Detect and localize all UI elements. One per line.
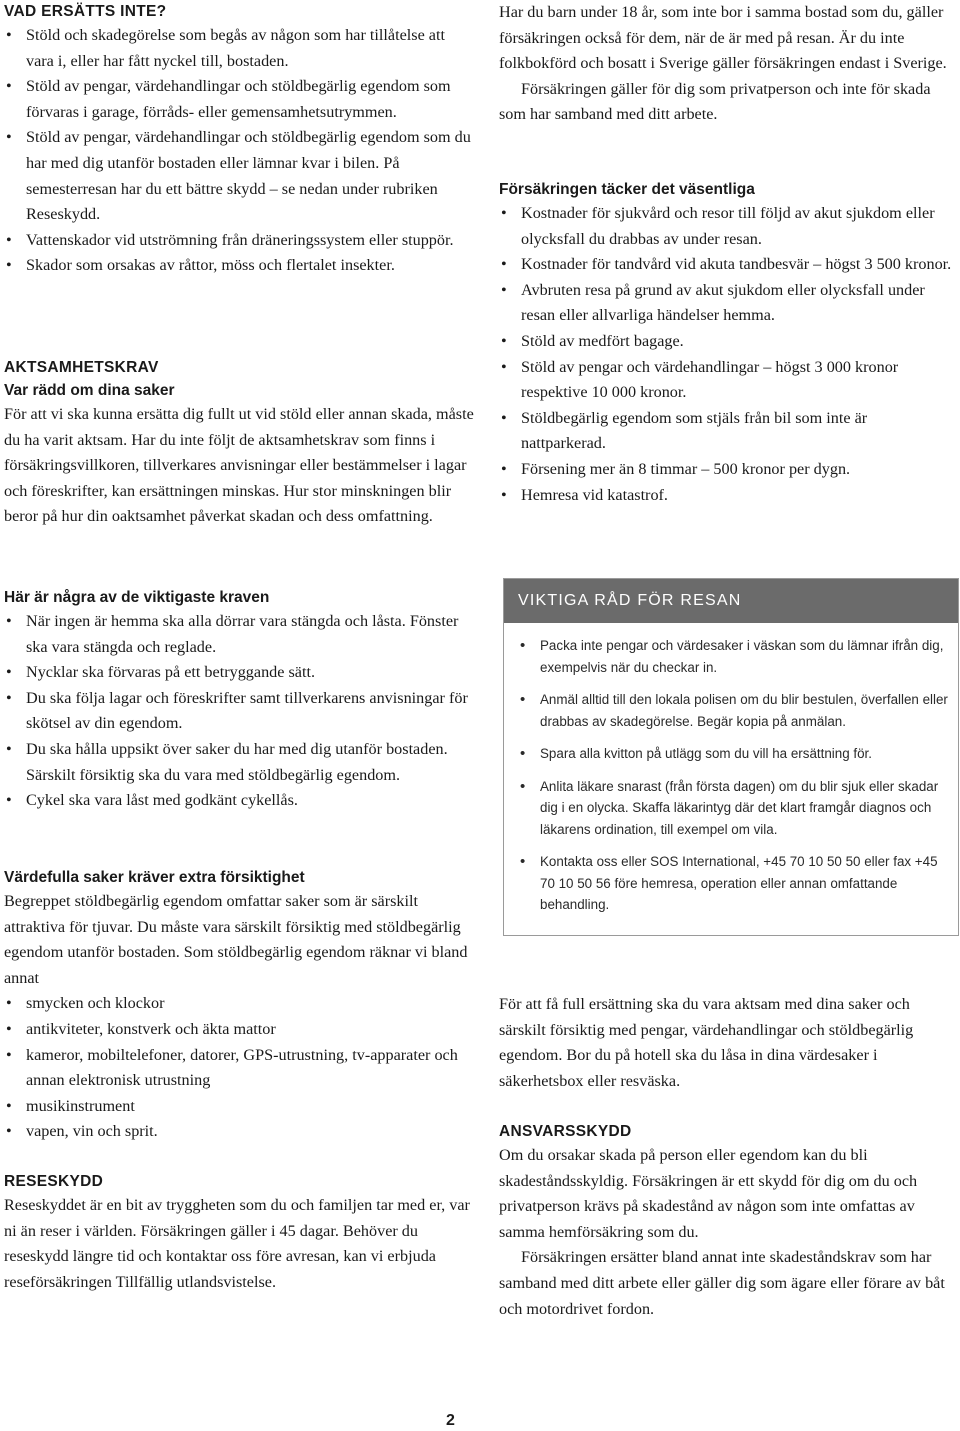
covers-list <box>499 201 954 508</box>
list-item: • kameror, mobiltelefoner, datorer, GPS-utrustning, tv-apparater och annan elektronisk utrustning <box>4 1043 474 1094</box>
list-item: • musikinstrument <box>4 1094 474 1120</box>
section-valuables <box>4 866 474 1145</box>
list-item: • Du ska hålla uppsikt över saker du har med dig utanför bostaden. Särskilt försiktig ska du vara med stöldbegärlig egendom. <box>4 737 474 788</box>
key-requirements-heading: Här är några av de viktigaste kraven <box>4 589 270 606</box>
travel-advice-box <box>503 578 959 936</box>
section-travel-protection <box>4 1170 474 1295</box>
list-item: • Stöld och skadegörelse som begås av någon som har tillåtelse att vara i, eller har fått nyckel till, bostaden. <box>4 23 474 74</box>
not-covered-heading: VAD ERSÄTTS INTE? <box>4 3 167 20</box>
list-item: • Kontakta oss eller SOS International, +45 70 10 50 50 eller fax +45 70 10 50 56 före hemresa, operation eller annan omfattande behandling. <box>518 851 950 916</box>
list-item: • Skador som orsakas av råttor, möss och flertalet insekter. <box>4 253 474 279</box>
section-intro <box>499 0 954 128</box>
list-item: • Försening mer än 8 timmar – 500 kronor per dygn. <box>499 457 954 483</box>
section-after-box <box>499 992 954 1094</box>
key-requirements-list <box>4 609 474 814</box>
list-item: • Stöld av medfört bagage. <box>499 329 954 355</box>
section-not-covered <box>4 0 474 279</box>
list-item: • Stöld av pengar, värdehandlingar och stöldbegärlig egendom som förvaras i garage, förråds- eller gemensamhetsutrymmen. <box>4 74 474 125</box>
page-number: 2 <box>446 1412 455 1429</box>
intro-paragraph-1: Har du barn under 18 år, som inte bor i samma bostad som du, gäller försäkringen också för dem, när de är med på resan. Är du inte folkbokförd och bosatt i Sverige gäller försäkringen endast i Sverige. <box>499 3 947 73</box>
section-covers <box>499 178 954 508</box>
list-item: • Avbruten resa på grund av akut sjukdom eller olycksfall under resan eller allvarliga händelser hemma. <box>499 278 954 329</box>
list-item: • vapen, vin och sprit. <box>4 1119 474 1145</box>
list-item: • Spara alla kvitton på utlägg som du vill ha ersättning för. <box>518 743 950 765</box>
list-item: • Cykel ska vara låst med godkänt cykellås. <box>4 788 474 814</box>
section-liability <box>499 1120 954 1322</box>
travel-heading: RESESKYDD <box>4 1173 104 1190</box>
list-item: • Anmäl alltid till den lokala polisen om du blir bestulen, överfallen eller drabbas av skadegörelse. Begär kopia på anmälan. <box>518 689 950 732</box>
care-subheading: Var rädd om dina saker <box>4 382 175 399</box>
list-item: • Hemresa vid katastrof. <box>499 483 954 509</box>
list-item: • Nycklar ska förvaras på ett betryggande sätt. <box>4 660 474 686</box>
list-item: • Vattenskador vid utströmning från dräneringssystem eller stupрör. <box>4 228 474 254</box>
travel-advice-list <box>504 635 958 916</box>
valuables-list <box>4 991 474 1145</box>
list-item: • Stöld av pengar och värdehandlingar – högst 3 000 kronor respektive 10 000 kronor. <box>499 355 954 406</box>
liability-heading: ANSVARSSKYDD <box>499 1123 632 1140</box>
care-body: För att vi ska kunna ersätta dig fullt ut vid stöld eller annan skada, måste du ha varit aktsam. Har du inte följt de aktsamhetskrav som finns i försäkringsvillkoren, tillverkares anvisningar eller bestämmelser i lagar och föreskrifter, kan ersättningen minskas. Hur stor minskningen blir beror på hur din oaktsamhet påverkat skadan och dess omfattning. <box>4 405 474 526</box>
liability-paragraph-1: Om du orsakar skada på person eller egendom kan du bli skadeståndsskyldig. Försäkringen är ett skydd för dig om du och privatperson krävs på skadestånd av någon som inte omfattas av samma hemförsäkring som du. <box>499 1146 918 1241</box>
travel-body: Reseskyddet är en bit av tryggheten som du och familjen tar med er, var ni än reser i världen. Försäkringen gäller i 45 dagar. Behöver du reseskydd längre tid och kontaktar oss före avresan, kan vi erbjuda reseförsäkringen Tillfällig utlandsvistelse. <box>4 1196 470 1291</box>
list-item: • Stöld av pengar, värdehandlingar och stöldbegärlig egendom som du har med dig utanför bostaden eller lämnar kvar i bilen. På semesterresan har du ett bättre skydd – se nedan under rubriken Reseskydd. <box>4 125 474 227</box>
covers-heading: Försäkringen täcker det väsentliga <box>499 181 755 198</box>
list-item: • Packa inte pengar och värdesaker i väskan som du lämnar ifrån dig, exempelvis när du checkar in. <box>518 635 950 678</box>
travel-advice-title: VIKTIGA RÅD FÖR RESAN <box>504 579 958 623</box>
list-item: • Anlita läkare snarast (från första dagen) om du blir sjuk eller skadar dig i en olycka. Skaffa läkarintyg där det klart framgår diagnos och läkarens ordination, till exempel om vila. <box>518 776 950 841</box>
section-care-requirements <box>4 356 474 530</box>
list-item: • antikviteter, konstverk och äkta mattor <box>4 1017 474 1043</box>
valuables-heading: Värdefulla saker kräver extra försiktighet <box>4 869 305 886</box>
list-item: • Du ska följa lagar och föreskrifter samt tillverkarens anvisningar för skötsel av din egendom. <box>4 686 474 737</box>
list-item: • När ingen är hemma ska alla dörrar vara stängda och låsta. Fönster ska vara stängda och reglade. <box>4 609 474 660</box>
list-item: • Stöldbegärlig egendom som stjäls från bil som inte är nattparkerad. <box>499 406 954 457</box>
intro-paragraph-2: Försäkringen gäller för dig som privatperson och inte för skada som har samband med ditt arbete. <box>499 79 931 124</box>
care-heading: AKTSAMHETSKRAV <box>4 359 159 376</box>
list-item: • smycken och klockor <box>4 991 474 1017</box>
liability-paragraph-2: Försäkringen ersätter bland annat inte skadeståndskrav som har samband med ditt arbete eller gäller dig som ägare eller förare av båt och motordrivet fordon. <box>499 1248 945 1318</box>
section-key-requirements <box>4 586 474 814</box>
after-box-paragraph: För att få full ersättning ska du vara aktsam med dina saker och särskilt försiktig med pengar, värdehandlingar och stöldbegärlig egendom. Bor du på hotell ska du låsa in dina värdesaker i säkerhetsbox eller resväska. <box>499 995 914 1090</box>
valuables-body: Begreppet stöldbegärlig egendom omfattar saker som är särskilt attraktiva för tjuvar. Du måste vara särskilt försiktig med stöldbegärlig egendom utanför bostaden. Som stöldbegärlig egendom räknar vi bland annat <box>4 892 468 987</box>
list-item: • Kostnader för sjukvård och resor till följd av akut sjukdom eller olycksfall du drabbas av under resan. <box>499 201 954 252</box>
list-item: • Kostnader för tandvård vid akuta tandbesvär – högst 3 500 kronor. <box>499 252 954 278</box>
not-covered-list <box>4 23 474 279</box>
